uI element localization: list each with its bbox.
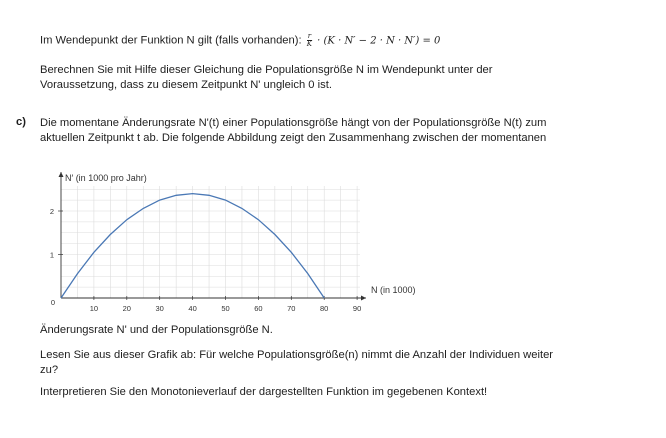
x-tick-label: 60 bbox=[254, 304, 263, 313]
chart-ticks bbox=[50, 207, 361, 313]
x-tick-label: 10 bbox=[89, 304, 99, 313]
intro-text: Im Wendepunkt der Funktion N gilt (falls vorhanden): bbox=[40, 34, 302, 47]
x-axis-label: N (in 1000) bbox=[371, 285, 416, 295]
task-c-question-1-line-1: Lesen Sie aus dieser Grafik ab: Für welche Populationsgröße(n) nimmt die Anzahl der Individuen weiter bbox=[40, 349, 554, 361]
chart-grid bbox=[61, 186, 360, 298]
y-tick-label: 2 bbox=[49, 207, 54, 216]
task-c-question-1-line-2: zu? bbox=[40, 364, 59, 376]
task-c-line-2: aktuellen Zeitpunkt t ab. Die folgende Abbildung zeigt den Zusammenhang zwischen der momentanen bbox=[40, 132, 547, 144]
task-c-question-2: Interpretieren Sie den Monotonieverlauf der dargestellten Funktion im gegebenen Kontext! bbox=[40, 386, 488, 398]
y-axis-label: N′ (in 1000 pro Jahr) bbox=[65, 173, 147, 183]
x-tick-label: 20 bbox=[122, 304, 131, 313]
x-tick-label: 40 bbox=[188, 304, 197, 313]
y-tick-label: 1 bbox=[49, 250, 54, 260]
task-c-after-chart: Änderungsrate N' und der Populationsgröße N. bbox=[40, 324, 273, 336]
origin-label: 0 bbox=[50, 298, 55, 307]
x-tick-label: 50 bbox=[221, 304, 230, 313]
task-c-line-1: Die momentane Änderungsrate N'(t) einer Populationsgröße hängt von der Populationsgröße N(t) zum bbox=[40, 117, 547, 129]
fraction-denominator: K bbox=[306, 40, 312, 48]
x-tick-label: 90 bbox=[352, 304, 362, 313]
chart-axes bbox=[59, 172, 367, 301]
x-tick-label: 80 bbox=[320, 304, 329, 313]
task-c-marker: c) bbox=[16, 116, 26, 128]
x-axis-arrow bbox=[361, 296, 366, 301]
y-axis-arrow bbox=[59, 172, 64, 177]
formula-rest: · (K · N′ − 2 · N · N′) = 0 bbox=[317, 35, 441, 47]
task-b-line-2: Voraussetzung, dass zu diesem Zeitpunkt N' ungleich 0 ist. bbox=[40, 79, 332, 91]
x-tick-label: 30 bbox=[155, 304, 164, 313]
x-tick-label: 70 bbox=[287, 304, 296, 313]
fraction-numerator: r bbox=[307, 32, 312, 40]
task-b-line-1: Berechnen Sie mit Hilfe dieser Gleichung die Populationsgröße N im Wendepunkt unter der bbox=[40, 64, 493, 76]
